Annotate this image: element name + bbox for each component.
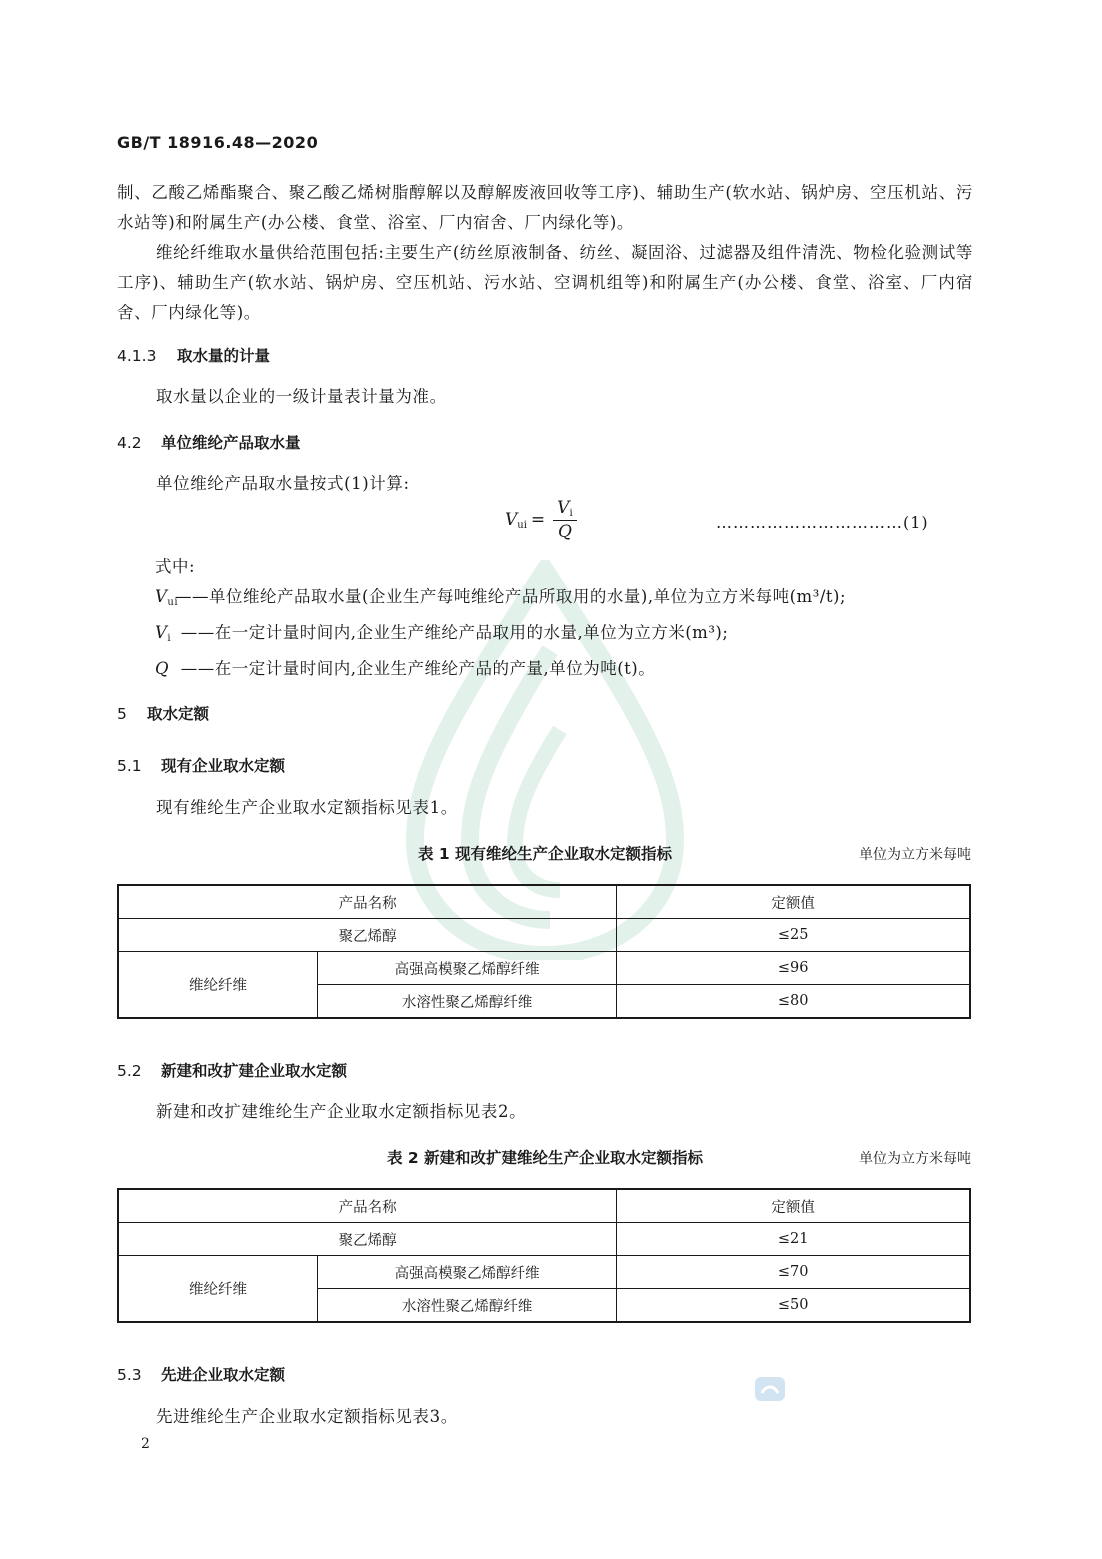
header-cell: 定额值	[617, 1189, 970, 1223]
heading-title: 取水定额	[147, 705, 210, 723]
paragraph-metering: 取水量以企业的一级计量表计量为准。	[156, 387, 447, 406]
formula-fraction: $\frac{V_i}{Q}$	[553, 498, 576, 542]
table2-unit: 单位为立方米每吨	[859, 1151, 971, 1167]
formula-1	[505, 498, 577, 542]
heading-4-2	[117, 431, 301, 453]
page-number: 2	[141, 1436, 150, 1452]
heading-4-1-3	[117, 344, 270, 366]
table1-unit: 单位为立方米每吨	[859, 847, 971, 863]
heading-number: 5.1	[117, 757, 142, 775]
heading-number: 5.3	[117, 1366, 142, 1384]
heading-title: 新建和改扩建企业取水定额	[161, 1062, 348, 1080]
heading-title: 先进企业取水定额	[161, 1366, 286, 1384]
header-cell: 产品名称	[118, 1189, 617, 1223]
heading-number: 5	[117, 705, 127, 723]
table-cell: ≤80	[617, 985, 970, 1019]
where-item: $V_i$ ——在一定计量时间内,企业生产维纶产品取用的水量,单位为立方米(m³);	[155, 618, 846, 654]
where-intro: 式中:	[155, 557, 196, 576]
heading-5-3	[117, 1363, 285, 1385]
table-cell: 水溶性聚乙烯醇纤维	[318, 985, 617, 1019]
heading-title: 取水量的计量	[177, 347, 271, 365]
sac-logo-icon	[754, 1375, 786, 1403]
heading-5	[117, 702, 209, 724]
heading-title: 现有企业取水定额	[161, 757, 286, 775]
table-header-row	[118, 1189, 970, 1223]
heading-title: 单位维纶产品取水量	[161, 434, 301, 452]
paragraph-table1-intro: 现有维纶生产企业取水定额指标见表1。	[156, 798, 458, 817]
heading-5-1	[117, 754, 285, 776]
table-row	[118, 952, 970, 985]
formula-equals: =	[530, 510, 546, 530]
heading-number: 4.2	[117, 434, 142, 452]
where-item: $V_{ui}——$单位维纶产品取水量(企业生产每吨维纶产品所取用的水量),单位为立方米每吨(m³/t);	[155, 582, 846, 618]
table-cell: 水溶性聚乙烯醇纤维	[318, 1289, 617, 1323]
table-cell: 聚乙烯醇	[118, 919, 617, 952]
where-item: Q ——在一定计量时间内,企业生产维纶产品的产量,单位为吨(t)。	[155, 654, 846, 684]
table-row	[118, 1256, 970, 1289]
formula-lhs: $V_{ui}$	[505, 509, 527, 531]
where-block	[155, 552, 846, 684]
where-symbol: Q	[155, 659, 170, 678]
table-cell: 高强高模聚乙烯醇纤维	[318, 1256, 617, 1289]
table-cell: 聚乙烯醇	[118, 1223, 617, 1256]
heading-number: 5.2	[117, 1062, 142, 1080]
heading-number: 4.1.3	[117, 347, 157, 365]
table1-caption	[117, 842, 973, 864]
table-row	[118, 919, 970, 952]
where-symbol: $V_i$	[155, 623, 172, 644]
paragraph-table2-intro: 新建和改扩建维纶生产企业取水定额指标见表2。	[156, 1102, 527, 1121]
table2-caption	[117, 1146, 973, 1168]
heading-5-2	[117, 1059, 347, 1081]
table-cell: 维纶纤维	[118, 1256, 318, 1323]
table1-title: 表 1 现有维纶生产企业取水定额指标	[417, 845, 673, 863]
table-cell: 高强高模聚乙烯醇纤维	[318, 952, 617, 985]
table-cell: ≤70	[617, 1256, 970, 1289]
formula-number: ……………………………(1)	[716, 513, 929, 532]
table-cell: ≤25	[617, 919, 970, 952]
table2	[117, 1188, 971, 1323]
paragraph-formula-intro: 单位维纶产品取水量按式(1)计算:	[156, 474, 410, 493]
table-cell: 维纶纤维	[118, 952, 318, 1019]
where-symbol: $V_{ui}$	[155, 587, 179, 608]
table1	[117, 884, 971, 1019]
table-cell: ≤50	[617, 1289, 970, 1323]
paragraph-1: 制、乙酸乙烯酯聚合、聚乙酸乙烯树脂醇解以及醇解废液回收等工序)、辅助生产(软水站、锅炉房、空压机站、污水站等)和附属生产(办公楼、食堂、浴室、厂内宿舍、厂内绿化等)。	[117, 183, 973, 232]
table-row	[118, 1223, 970, 1256]
header-cell: 产品名称	[118, 885, 617, 919]
standard-code: GB/T 18916.48—2020	[117, 133, 319, 152]
table-cell: ≤21	[617, 1223, 970, 1256]
paragraph-2: 维纶纤维取水量供给范围包括:主要生产(纺丝原液制备、纺丝、凝固浴、过滤器及组件清洗、物检化验测试等工序)、辅助生产(软水站、锅炉房、空压机站、污水站、空调机组等)和附属生产(办公楼、食堂、浴室、厂内宿舍、厂内绿化等)。	[117, 243, 973, 322]
header-cell: 定额值	[617, 885, 970, 919]
table-cell: ≤96	[617, 952, 970, 985]
paragraph-table3-intro: 先进维纶生产企业取水定额指标见表3。	[156, 1407, 458, 1426]
table-header-row	[118, 885, 970, 919]
table2-title: 表 2 新建和改扩建维纶生产企业取水定额指标	[386, 1149, 704, 1167]
